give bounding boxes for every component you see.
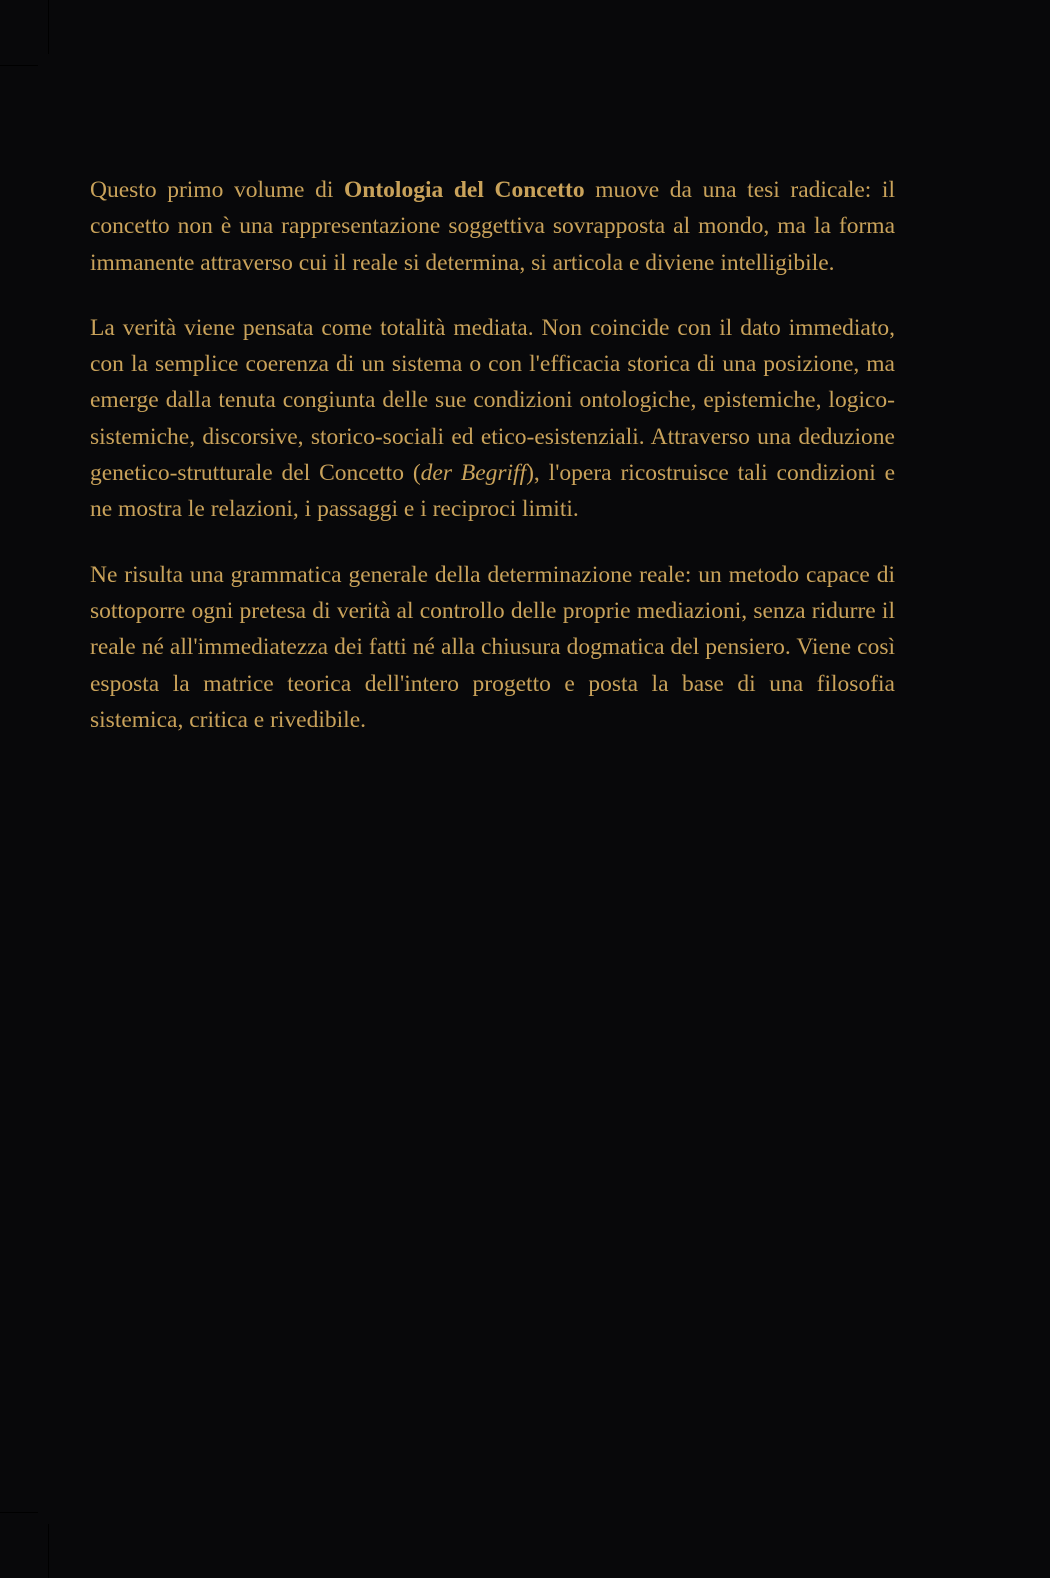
p1-text-before: Questo primo volume di xyxy=(90,177,344,203)
back-cover-blurb xyxy=(90,172,895,767)
crop-mark-bottom-horizontal xyxy=(0,1512,38,1513)
p2-text-after: ), l'opera ricostruisce tali condizioni e ne mostra le relazioni, i passaggi e i reciproci limiti. xyxy=(90,460,896,523)
p2-text-before: La verità viene pensata come totalità mediata. Non coincide con il dato immediato, con la semplice coerenza di un sistema o con l'efficacia storica di una posizione, ma emerge dalla tenuta congiunta delle sue condizioni ontologiche, epistemiche, logico-sistemiche, discorsive, storico-sociali ed etico-esistenziali. Attraverso una deduzione genetico-strutturale del Concetto ( xyxy=(90,314,895,487)
crop-mark-bottom-vertical xyxy=(48,1524,49,1578)
crop-mark-top-horizontal xyxy=(0,65,38,66)
german-term: der Begriff xyxy=(420,460,527,487)
blurb-paragraph-3: Ne risulta una grammatica generale della determinazione reale: un metodo capace di sottoporre ogni pretesa di verità al controllo delle proprie mediazioni, senza ridurre il reale né all'immediatezza dei fatti né alla chiusura dogmatica del pensiero. Viene così esposta la matrice teorica dell'intero progetto e posta la base di una filosofia sistemica, critica e rivedibile. xyxy=(90,561,895,733)
blurb-paragraph-2 xyxy=(90,310,895,528)
crop-mark-top-vertical xyxy=(48,0,49,54)
book-title: Ontologia del Concetto xyxy=(344,177,585,203)
blurb-paragraph-1 xyxy=(90,172,895,281)
p1-text-after: muove da una tesi radicale: il concetto non è una rappresentazione soggettiva sovrapposta al mondo, ma la forma immanente attraverso cui il reale si determina, si articola e diviene intelligibile. xyxy=(90,177,895,276)
